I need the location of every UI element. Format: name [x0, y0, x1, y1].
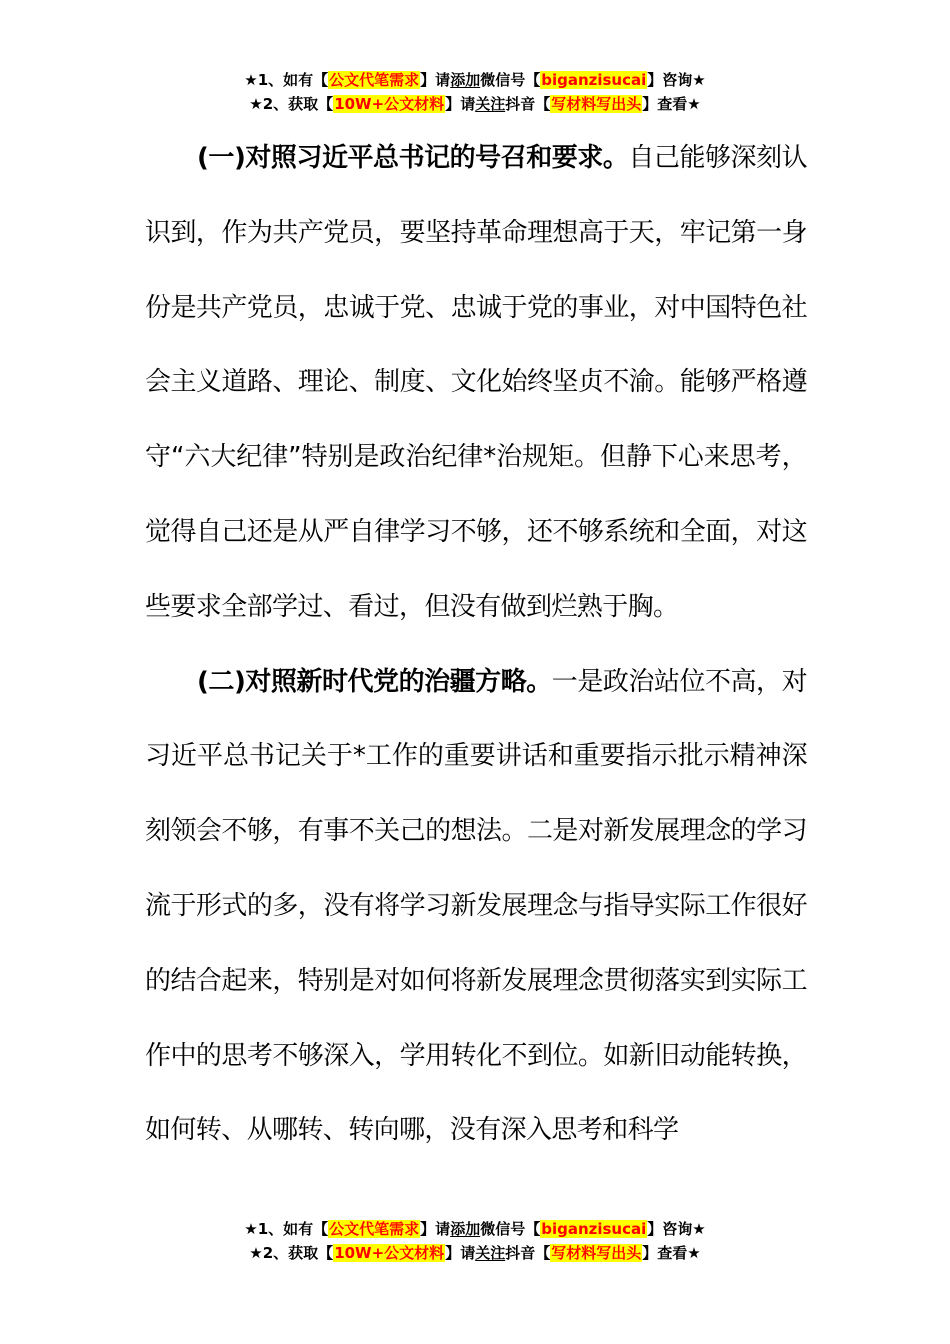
- document-body: [145, 121, 807, 1168]
- banner-text: 】请: [445, 1244, 476, 1262]
- paragraph-heading: (一)对照习近平总书记的号召和要求。: [197, 143, 629, 173]
- banner-line-2: [0, 1241, 950, 1265]
- banner-text: ★2、获取【: [249, 1244, 334, 1262]
- paragraph-heading: (二)对照新时代党的治疆方略。: [197, 666, 552, 697]
- banner-highlight: 10W+公文材料: [334, 1244, 445, 1262]
- banner-text: 抖音【: [505, 1244, 551, 1262]
- banner-line-2: [0, 92, 950, 116]
- banner-highlight: 写材料写出头: [551, 95, 642, 113]
- banner-text: 抖音【: [505, 95, 551, 113]
- paragraph: [145, 645, 807, 1169]
- paragraph-text: 自己能够深刻认识到，作为共产党员，要坚持革命理想高于天，牢记第一身份是共产党员，忠诚于党、忠诚于党的事业，对中国特色社会主义道路、理论、制度、文化始终坚贞不渝。能够严格遵守“六大纪律”特别是政治纪律*治规矩。但静下心来思考，觉得自己还是从严自律学习不够，还不够系统和全面，对这些要求全部学过、看过，但没有做到烂熟于胸。: [145, 143, 807, 622]
- banner-text: 】请: [420, 71, 451, 89]
- banner-text: 微信号【: [480, 71, 541, 89]
- banner-highlight: biganzisucai: [541, 71, 647, 89]
- banner-text: ★2、获取【: [249, 95, 334, 113]
- banner-underlined-text: 关注: [475, 95, 506, 113]
- banner-highlight: biganzisucai: [541, 1220, 647, 1238]
- paragraph: [145, 121, 807, 645]
- banner-underlined-text: 添加: [450, 1220, 481, 1238]
- header-banner: [0, 68, 950, 116]
- banner-highlight: 公文代笔需求: [329, 1220, 420, 1238]
- banner-line-1: [0, 68, 950, 92]
- paragraph-text: 一是政治站位不高，对习近平总书记关于*工作的重要讲话和重要指示批示精神深刻领会不够，有事不关己的想法。二是对新发展理念的学习流于形式的多，没有将学习新发展理念与指导实际工作很好的结合起来，特别是对如何将新发展理念贯彻落实到实际工作中的思考不够深入，学用转化不到位。如新旧动能转换，如何转、从哪转、转向哪，没有深入思考和科学: [145, 666, 807, 1146]
- banner-text: 微信号【: [480, 1220, 541, 1238]
- banner-text: 】咨询★: [647, 1220, 706, 1238]
- banner-text: 】查看★: [642, 1244, 701, 1262]
- banner-highlight: 公文代笔需求: [329, 71, 420, 89]
- banner-text: ★1、如有【: [244, 71, 329, 89]
- banner-highlight: 写材料写出头: [551, 1244, 642, 1262]
- banner-text: ★1、如有【: [244, 1220, 329, 1238]
- banner-underlined-text: 添加: [450, 71, 481, 89]
- banner-text: 】请: [445, 95, 476, 113]
- footer-banner: [0, 1217, 950, 1265]
- banner-underlined-text: 关注: [475, 1244, 506, 1262]
- banner-highlight: 10W+公文材料: [334, 95, 445, 113]
- banner-text: 】请: [420, 1220, 451, 1238]
- banner-text: 】咨询★: [647, 71, 706, 89]
- banner-line-1: [0, 1217, 950, 1241]
- banner-text: 】查看★: [642, 95, 701, 113]
